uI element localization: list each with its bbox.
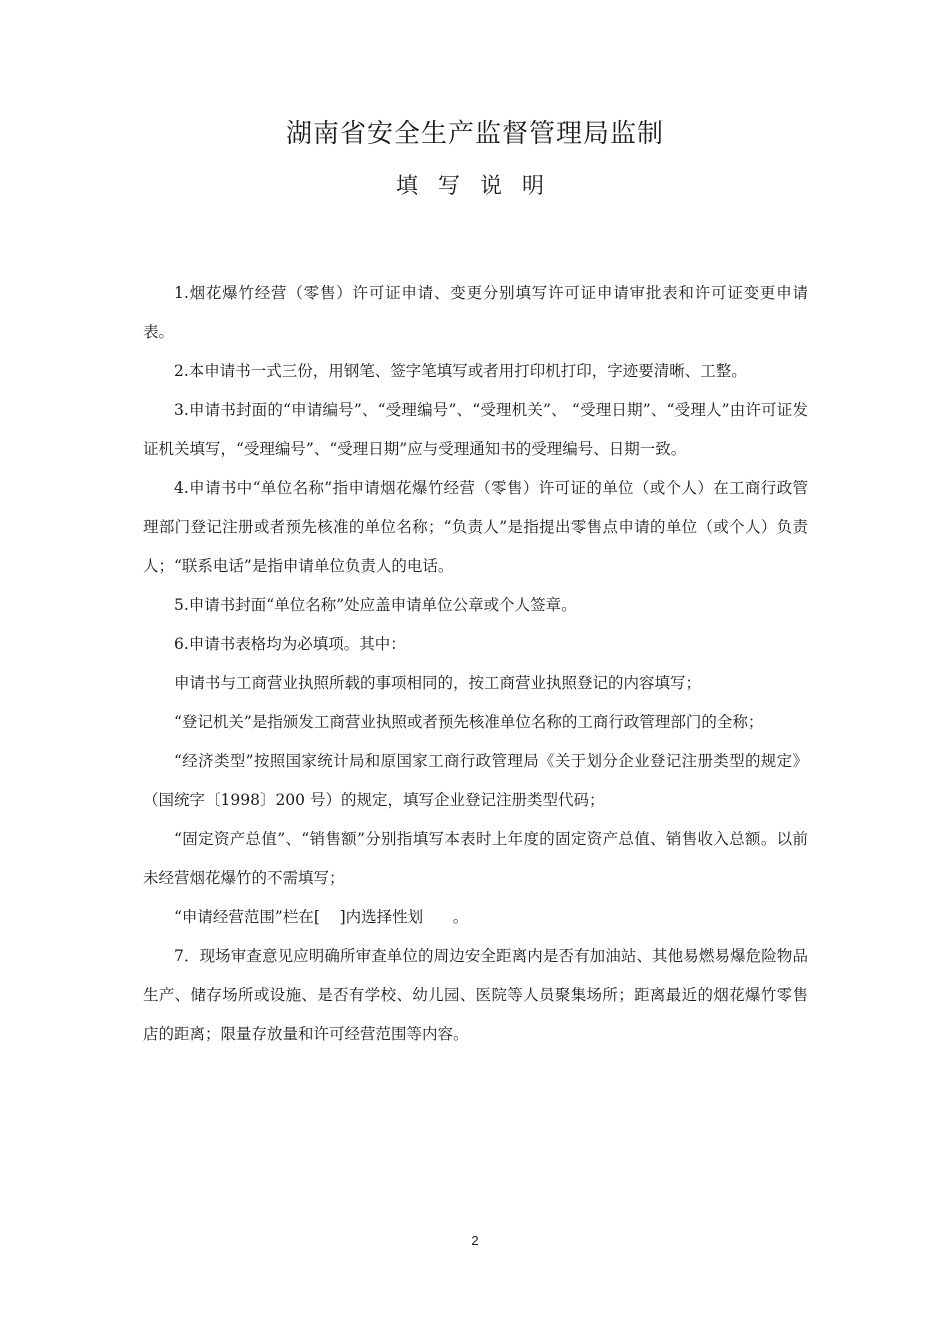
instruction-paragraph-2: 2.本申请书一式三份，用钢笔、签字笔填写或者用打印机打印，字迹要清晰、工整。 bbox=[174, 362, 747, 380]
instruction-paragraph-6: 6.申请书表格均为必填项。其中： bbox=[174, 635, 406, 653]
instruction-paragraph-5: 5.申请书封面“单位名称”处应盖申请单位公章或个人签章。 bbox=[174, 596, 577, 614]
instructions-body bbox=[143, 274, 808, 1054]
instruction-subitem-economic-type: “经济类型”按照国家统计局和原国家工商行政管理局《关于划分企业登记注册类型的规定》（国统字〔1998〕200 号）的规定，填写企业登记注册类型代码； bbox=[143, 752, 808, 809]
section-heading: 填写说明 bbox=[395, 174, 564, 199]
instruction-subitem-license-matching: 申请书与工商营业执照所载的事项相同的，按工商营业执照登记的内容填写； bbox=[174, 674, 702, 692]
instruction-paragraph-4: 4.申请书中“单位名称”指申请烟花爆竹经营（零售）许可证的单位（或个人）在工商行政管理部门登记注册或者预先核准的单位名称；“负责人”是指提出零售点申请的单位（或个人）负责人；“联系电话”是指申请单位负责人的电话。 bbox=[143, 479, 808, 575]
instruction-paragraph-1: 1.烟花爆竹经营（零售）许可证申请、变更分别填写许可证申请审批表和许可证变更申请表。 bbox=[143, 284, 808, 341]
instruction-paragraph-7: 7．现场审查意见应明确所审查单位的周边安全距离内是否有加油站、其他易燃易爆危险物品生产、储存场所或设施、是否有学校、幼儿园、医院等人员聚集场所；距离最近的烟花爆竹零售店的距离；限量存放量和许可经营范围等内容。 bbox=[143, 947, 808, 1043]
instruction-subitem-business-scope: “申请经营范围”栏在[ ]内选择性划 。 bbox=[174, 908, 469, 926]
instruction-paragraph-3: 3.申请书封面的“申请编号”、“受理编号”、“受理机关”、 “受理日期”、“受理人”由许可证发证机关填写，“受理编号”、“受理日期”应与受理通知书的受理编号、日期一致。 bbox=[143, 401, 808, 458]
instruction-subitem-fixed-assets: “固定资产总值”、“销售额”分别指填写本表时上年度的固定资产总值、销售收入总额。以前未经营烟花爆竹的不需填写； bbox=[143, 830, 808, 887]
page-title: 湖南省安全生产监督管理局监制 bbox=[285, 119, 664, 149]
instruction-subitem-registration-authority: “登记机关”是指颁发工商营业执照或者预先核准单位名称的工商行政管理部门的全称； bbox=[174, 713, 764, 731]
page-number: 2 bbox=[471, 1233, 479, 1248]
